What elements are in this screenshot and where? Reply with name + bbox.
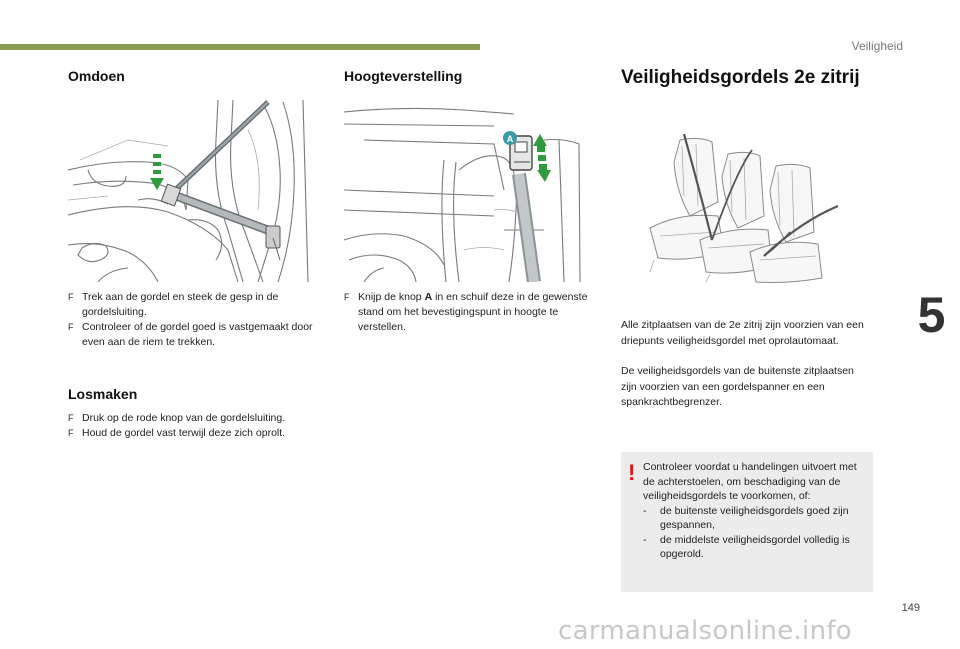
heading-second-row-belts: Veiligheidsgordels 2e zitrij xyxy=(621,67,860,88)
illustration-buckling-belt xyxy=(68,100,320,282)
warning-intro: Controleer voordat u handelingen uitvoert met de achterstoelen, om beschadiging van de veiligheidsgordels te voorkomen, of: xyxy=(643,461,857,502)
dash-marker: - xyxy=(643,533,647,546)
instruction-text-start: Knijp de knop xyxy=(358,291,425,303)
heading-losmaken: Losmaken xyxy=(68,386,138,402)
warning-item-text: de middelste veiligheidsgordel volledig is opgerold. xyxy=(660,533,850,560)
warning-item xyxy=(643,533,869,562)
instruction-text: Houd de gordel vast terwijl deze zich oprolt. xyxy=(82,427,286,439)
instruction-text-end: in en schuif deze in de gewenste stand om het bevestigingspunt in hoogte te verstellen. xyxy=(358,291,588,333)
bullet-marker: F xyxy=(68,322,74,332)
warning-box xyxy=(621,452,873,592)
bullet-marker: F xyxy=(344,292,350,302)
chapter-accent-bar xyxy=(0,44,480,50)
dash-marker: - xyxy=(643,504,647,517)
second-row-description: Alle zitplaatsen van de 2e zitrij zijn voorzien van een driepunts veiligheidsgordel met oprolautomaat. xyxy=(621,319,864,347)
list-item xyxy=(68,320,320,350)
heading-hoogteverstelling: Hoogteverstelling xyxy=(344,68,463,84)
instruction-text: Druk op de rode knop van de gordelsluiting. xyxy=(82,412,286,424)
list-item xyxy=(68,426,330,441)
height-instructions xyxy=(344,290,600,335)
chapter-number: 5 xyxy=(917,287,946,343)
warning-item xyxy=(643,504,869,533)
page-number: 149 xyxy=(901,602,920,614)
warning-item-text: de buitenste veiligheidsgordels goed zijn gespannen, xyxy=(660,504,849,531)
buckling-instructions xyxy=(68,290,320,350)
list-item xyxy=(68,290,320,320)
section-label: Veiligheid xyxy=(851,39,903,53)
bullet-marker: F xyxy=(68,413,74,423)
illustration-second-row-seats xyxy=(640,132,840,284)
warning-icon: ! xyxy=(628,460,636,485)
warning-text xyxy=(643,460,869,562)
pretensioner-description: De veiligheidsgordels van de buitenste zitplaatsen zijn voorzien van een gordelspanner en een spankrachtbegrenzer. xyxy=(621,365,854,408)
instruction-text: Trek aan de gordel en steek de gesp in de gordelsluiting. xyxy=(82,291,279,318)
list-item xyxy=(68,411,330,426)
list-item xyxy=(344,290,600,335)
button-reference: A xyxy=(424,291,433,303)
release-instructions xyxy=(68,411,330,441)
illustration-height-adjustment xyxy=(344,100,598,282)
instruction-text: Controleer of de gordel goed is vastgemaakt door even aan de riem te trekken. xyxy=(82,321,313,348)
bullet-marker: F xyxy=(68,428,74,438)
callout-a: A xyxy=(506,134,514,144)
bullet-marker: F xyxy=(68,292,74,302)
heading-omdoen: Omdoen xyxy=(68,68,125,84)
watermark: carmanualsonline.info xyxy=(558,616,853,646)
